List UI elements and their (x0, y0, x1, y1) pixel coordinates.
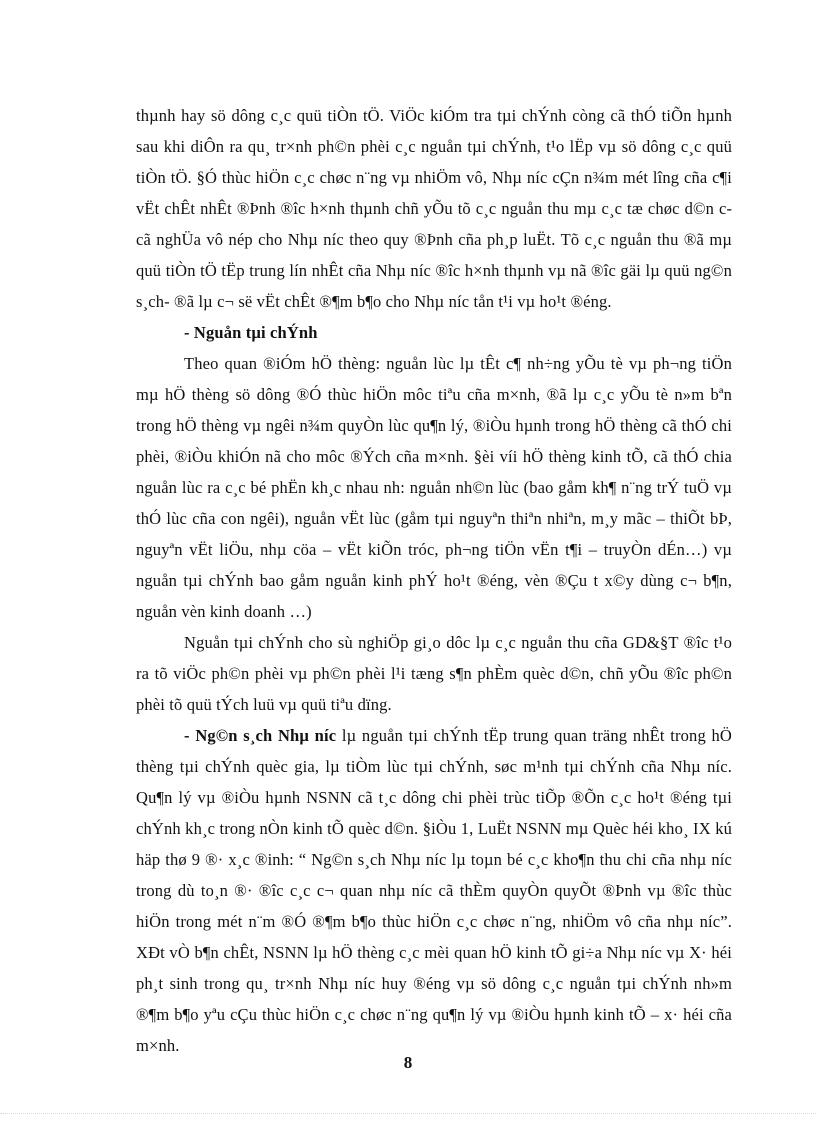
paragraph-state-budget (136, 720, 732, 1061)
section-heading-financial-sources: - Nguån tµi chÝnh (184, 323, 318, 342)
section-heading-state-budget: - Ng©n s¸ch Nhµ níc (184, 726, 337, 745)
paragraph-system-view: Theo quan ®iÓm hÖ thèng: nguån lùc lµ tÊt c¶ nh÷ng yÕu tè vµ ph¬ng tiÖn mµ hÖ thèng sö dông ®Ó thùc hiÖn môc tiªu cña m×nh, ®ã lµ c¸c yÕu tè n»m bªn trong hÖ thèng vµ ngêi n¾m quyÒn lùc qu¶n lý, ®iÒu hµnh trong hÖ thèng cã thÓ chi phèi, ®iÒu khiÓn nã cho môc ®Ých cña m×nh. §èi víi hÖ thèng kinh tÕ, cã thÓ chia nguån lùc ra c¸c bé phËn kh¸c nhau nh: nguån nh©n lùc (bao gåm kh¶ n¨ng trÝ tuÖ vµ thÓ lùc cña con ngêi), nguån vËt lùc (gåm tµi nguyªn thiªn nhiªn, m¸y mãc – thiÕt bÞ, nguyªn vËt liÖu, nhµ cöa – vËt kiÕn tróc, ph¬ng tiÖn vËn t¶i – truyÒn dÉn…) vµ nguån tµi chÝnh bao gåm nguån kinh phÝ ho¹t ®éng, vèn ®Çu t x©y dùng c¬ b¶n, nguån vèn kinh doanh …) (136, 354, 732, 621)
paragraph-education-finance: Nguån tµi chÝnh cho sù nghiÖp gi¸o dôc lµ c¸c nguån thu cña GD&§T ®îc t¹o ra tõ viÖc ph©n phèi vµ ph©n phèi l¹i tæng s¶n phÈm quèc d©n, chñ yÕu ®îc ph©n phèi tõ quü tÝch luü vµ quü tiªu dïng. (136, 633, 732, 714)
document-body (136, 100, 732, 1061)
paragraph-continuation: thµnh hay sö dông c¸c quü tiÒn tÖ. ViÖc kiÓm tra tµi chÝnh còng cã thÓ tiÕn hµnh sau khi diÔn ra qu¸ tr×nh ph©n phèi c¸c nguån tµi chÝnh, t¹o lËp vµ sö dông c¸c quü tiÒn tÖ. §Ó thùc hiÖn c¸c chøc n¨ng vµ nhiÖm vô, Nhµ níc cÇn n¾m mét lîng cña c¶i vËt chÊt nhÊt ®Þnh ®îc h×nh thµnh chñ yÕu tõ c¸c nguån thu mµ c¸c tæ chøc d©n c cã nghÜa vô nép cho Nhµ níc theo quy ®Þnh cña ph¸p luËt. Tõ c¸c nguån thu ®ã mµ quü tiÒn tÖ tËp trung lín nhÊt cña Nhµ níc ®îc h×nh thµnh vµ nã ®îc gäi lµ quü ng©n s¸ch- ®ã lµ c¬ së vËt chÊt ®¶m b¶o cho Nhµ níc tån t¹i vµ ho¹t ®éng. (136, 106, 732, 311)
page-number: 8 (403, 1053, 413, 1072)
footer-divider (0, 1113, 816, 1114)
state-budget-text: lµ nguån tµi chÝnh tËp trung quan träng nhÊt trong hÖ thèng tµi chÝnh quèc gia, lµ tiÒm lùc tµi chÝnh, søc m¹nh tµi chÝnh cña Nhµ níc. Qu¶n lý vµ ®iÒu hµnh NSNN cã t¸c dông chi phèi trùc tiÕp ®Õn c¸c ho¹t ®éng tµi chÝnh kh¸c trong nÒn kinh tÕ quèc d©n. §iÒu 1, LuËt NSNN mµ Quèc héi kho¸ IX kú häp thø 9 ®· x¸c ®inh: “ Ng©n s¸ch Nhµ níc lµ toµn bé c¸c kho¶n thu chi cña nhµ níc trong dù to¸n ®· ®îc c¸c c¬ quan nhµ níc cã thÈm quyÒn quyÕt ®Þnh vµ ®îc thùc hiÖn trong mét n¨m ®Ó ®¶m b¶o thùc hiÖn c¸c chøc n¨ng, nhiÖm vô cña nhµ níc”. XÐt vÒ b¶n chÊt, NSNN lµ hÖ thèng c¸c mèi quan hÖ kinh tÕ gi÷a Nhµ níc vµ X· héi ph¸t sinh trong qu¸ tr×nh Nhµ níc huy ®éng vµ sö dông c¸c nguån tµi chÝnh nh»m ®¶m b¶o yªu cÇu thùc hiÖn c¸c chøc n¨ng qu¶n lý vµ ®iÒu hµnh kinh tÕ – x· héi cña m×nh. (136, 726, 732, 1055)
